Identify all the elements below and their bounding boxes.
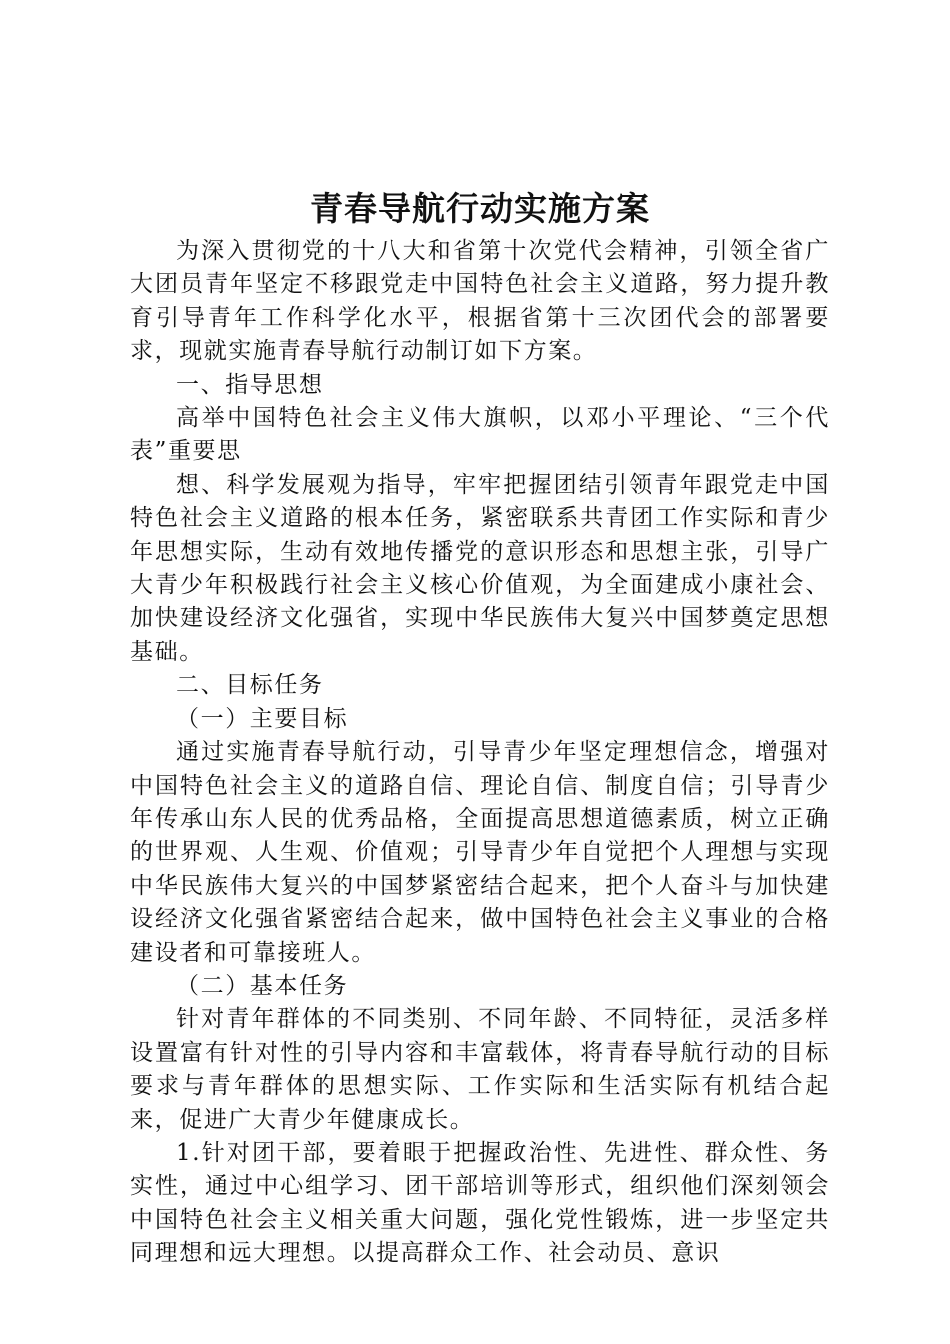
- document-title: 青春导航行动实施方案: [310, 189, 650, 228]
- subheading-basic-tasks: （二）基本任务: [176, 972, 349, 999]
- item-1-paragraph: 1.针对团干部，要着眼于把握政治性、先进性、群众性、务实性，通过中心组学习、团干部培训等形式，组织他们深刻领会中国特色社会主义相关重大问题，强化党性锻炼，进一步坚定共同理想和远大理想。以提高群众工作、社会动员、意识: [130, 1139, 830, 1267]
- main-goals-paragraph: 通过实施青春导航行动，引导青少年坚定理想信念，增强对中国特色社会主义的道路自信、理论自信、制度自信；引导青少年传承山东人民的优秀品格，全面提高思想道德素质，树立正确的世界观、人生观、价值观；引导青少年自觉把个人理想与实现中华民族伟大复兴的中国梦紧密结合起来，把个人奋斗与加快建设经济文化强省紧密结合起来，做中国特色社会主义事业的合格建设者和可靠接班人。: [130, 739, 830, 966]
- subheading-main-goals: （一）主要目标: [176, 705, 349, 732]
- section-heading-guiding-ideology: 一、指导思想: [176, 371, 324, 398]
- document-page: [130, 185, 830, 1271]
- section1-paragraph-2: 想、科学发展观为指导，牢牢把握团结引领青年跟党走中国特色社会主义道路的根本任务，紧密联系共青团工作实际和青少年思想实际，生动有效地传播党的意识形态和思想主张，引导广大青少年积极践行社会主义核心价值观，为全面建成小康社会、加快建设经济文化强省，实现中华民族伟大复兴中国梦奠定思想基础。: [130, 471, 830, 665]
- section1-paragraph-1: 高举中国特色社会主义伟大旗帜，以邓小平理论、“三个代表”重要思: [130, 405, 830, 465]
- section-heading-goals-tasks: 二、目标任务: [176, 672, 324, 699]
- intro-paragraph: 为深入贯彻党的十八大和省第十次党代会精神，引领全省广大团员青年坚定不移跟党走中国特色社会主义道路，努力提升教育引导青年工作科学化水平，根据省第十三次团代会的部署要求，现就实施青春导航行动制订如下方案。: [130, 238, 830, 365]
- basic-tasks-paragraph: 针对青年群体的不同类别、不同年龄、不同特征，灵活多样设置富有针对性的引导内容和丰富载体，将青春导航行动的目标要求与青年群体的思想实际、工作实际和生活实际有机结合起来，促进广大青少年健康成长。: [130, 1006, 830, 1133]
